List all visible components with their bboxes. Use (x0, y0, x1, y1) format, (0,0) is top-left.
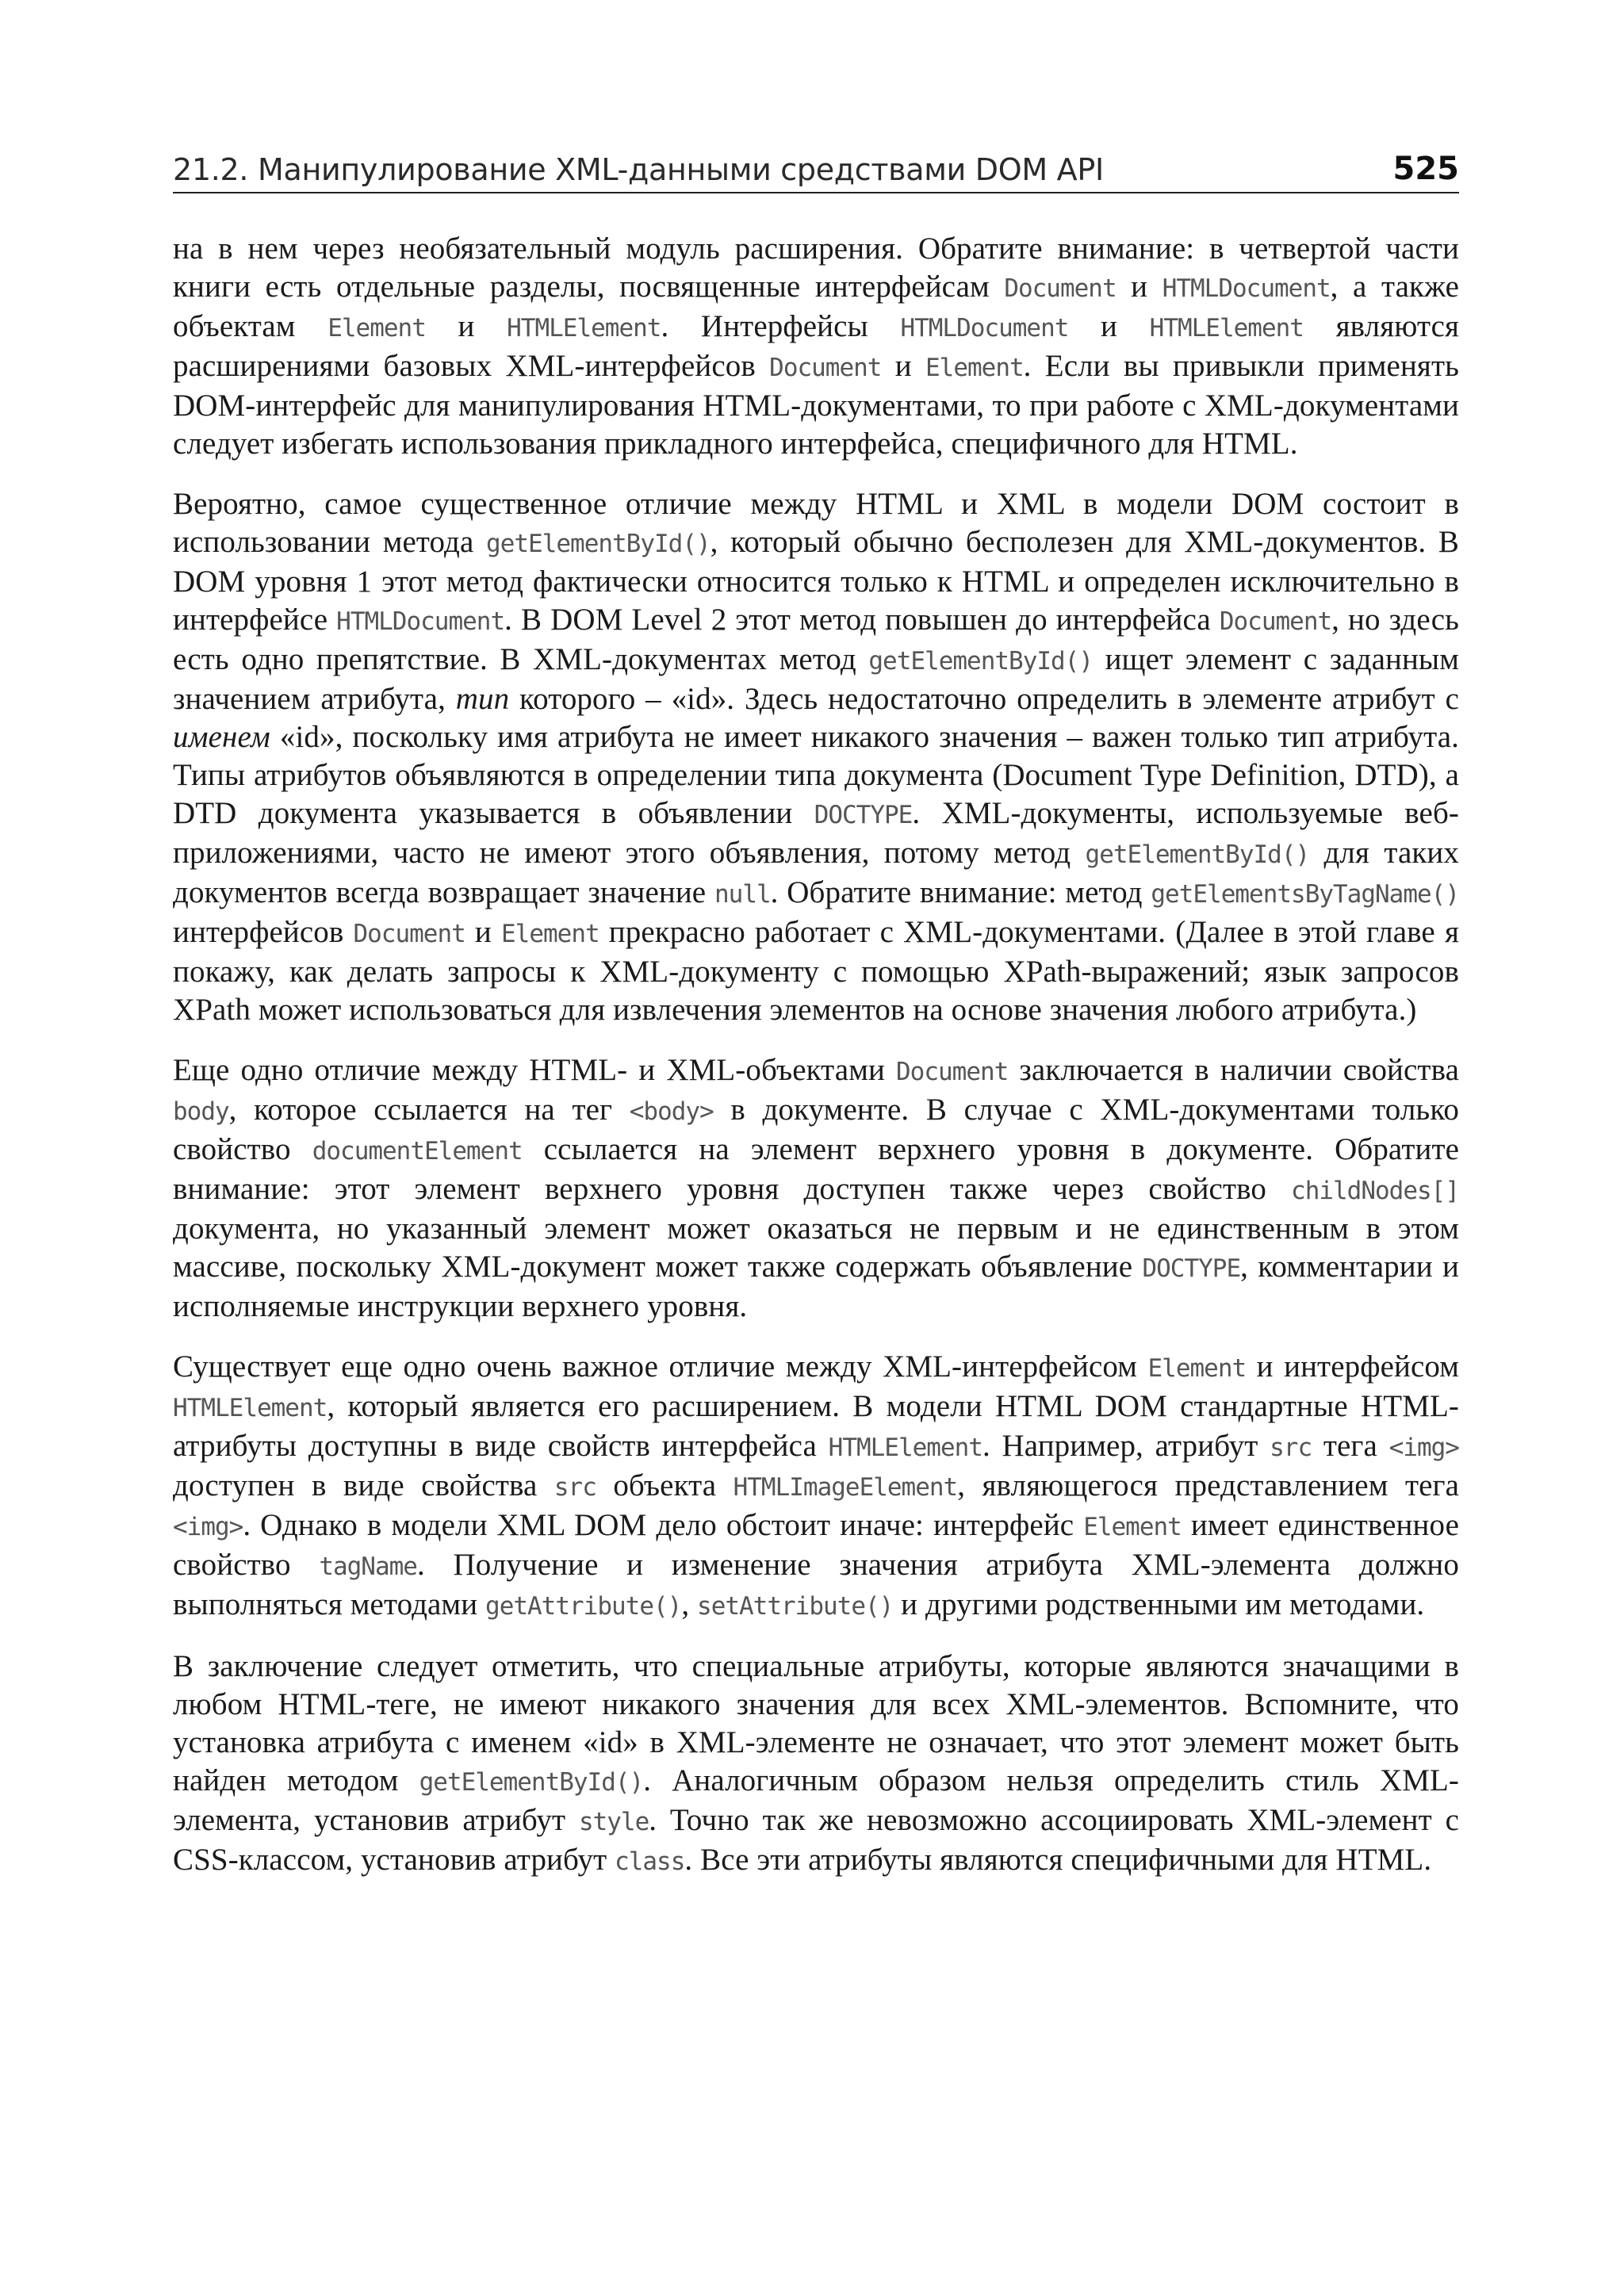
inline-code: setAttribute() (697, 1592, 894, 1621)
page-body (173, 230, 1459, 1881)
inline-code: getAttribute() (485, 1592, 682, 1621)
inline-code: Document (1004, 274, 1116, 303)
inline-code: getElementById() (419, 1768, 644, 1797)
inline-code: documentElement (312, 1137, 523, 1166)
inline-code: HTMLDocument (900, 314, 1069, 343)
inline-code: HTMLImageElement (733, 1473, 958, 1502)
inline-code: <img> (173, 1513, 243, 1541)
inline-code: getElementById() (1085, 840, 1310, 869)
inline-code: Document (896, 1058, 1009, 1086)
inline-code: Document (353, 920, 465, 948)
inline-code: Element (501, 920, 599, 948)
inline-code: <body> (629, 1097, 714, 1126)
running-head: 21.2. Манипулирование XML-данными средствами DOM API (173, 152, 1104, 187)
inline-code: DOCTYPE (1142, 1254, 1241, 1283)
paragraph-4: Существует еще одно очень важное отличие между XML-интерфейсом Element и интерфейсом HTMLElement, который является его расширением. В модели HTML DOM стандартные HTML-атрибуты доступны в виде свойств интерфейса HTMLElement. Например, атрибут src тега <img> доступен в виде свойства src объекта HTMLImageElement, являющегося представлением тега <img>. Однако в модели XML DOM дело обстоит иначе: интерфейс Element имеет единственное свойство tagName. Получение и изменение значения атрибута XML-элемента должно выполняться методами getAttribute(), setAttribute() и другими родственными им методами. (173, 1349, 1459, 1621)
inline-code: getElementById() (868, 647, 1094, 676)
inline-code: getElementById() (486, 530, 710, 558)
inline-code: HTMLDocument (1162, 274, 1331, 303)
inline-code: Element (1147, 1354, 1247, 1383)
paragraph-2: Вероятно, самое существенное отличие между HTML и XML в модели DOM состоит в использовании метода getElementById(), который обычно бесполезен для XML-документов. В DOM уровня 1 этот метод фактически относится только к HTML и определен исключительно в интерфейсе HTMLDocument. В DOM Level 2 этот метод повышен до интерфейса Document, но здесь есть одно препятствие. В XML-документах метод getElementById() ищет элемент с заданным значением атрибута, тип которого – «id». Здесь недостаточно определить в элементе атрибут с именем «id», поскольку имя атрибута не имеет никакого значения – важен только тип атрибута. Типы атрибутов объявляются в определении типа документа (Document Type Definition, DTD), а DTD документа указывается в объявлении DOCTYPE. XML-документы, используемые веб-приложениями, часто не имеют этого объявления, потому метод getElementById() для таких документов всегда возвращает значение null. Обратите внимание: метод getElementsByTagName() интерфейсов Document и Element прекрасно работает с XML-документами. (Далее в этой главе я покажу, как делать запросы к XML-документу с помощью XPath-выражений; язык запросов XPath может использоваться для извлечения элементов на основе значения любого атрибута.) (173, 487, 1460, 1027)
inline-code: HTMLElement (507, 314, 661, 343)
inline-code: style (578, 1808, 649, 1836)
inline-code: HTMLDocument (336, 607, 505, 636)
inline-code: body (173, 1097, 229, 1126)
paragraph-5: В заключение следует отметить, что специальные атрибуты, которые являются значащими в любом HTML-теге, не имеют никакого значения для всех XML-элементов. Вспомните, что установка атрибута с именем «id» в XML-элементе не означает, что этот элемент может быть найден методом getElementById(). Аналогичным образом нельзя определить стиль XML-элемента, установив атрибут style. Точно так же невозможно ассоциировать XML-элемент с CSS-классом, установив атрибут class. Все эти атрибуты являются специфичными для HTML. (173, 1649, 1460, 1877)
inline-code: HTMLElement (828, 1434, 982, 1462)
inline-code: Document (1219, 607, 1332, 636)
inline-code: class (615, 1847, 685, 1876)
inline-code: HTMLElement (173, 1394, 327, 1422)
page-number: 525 (1392, 151, 1459, 187)
inline-code: Element (1083, 1513, 1182, 1541)
inline-code: getElementsByTagName() (1151, 880, 1459, 909)
paragraph-1: на в нем через необязательный модуль расширения. Обратите внимание: в четвертой части книги есть отдельные разделы, посвященные интерфейсам Document и HTMLDocument, а также объектам Element и HTMLElement. Интерфейсы HTMLDocument и HTMLElement являются расширениями базовых XML-интерфейсов Document и Element. Если вы привыкли применять DOM-интерфейс для манипулирования HTML-документами, то при работе с XML-документами следует избегать использования прикладного интерфейса, специфичного для HTML. (173, 232, 1460, 461)
inline-code: Document (769, 354, 882, 382)
inline-code: DOCTYPE (814, 801, 913, 829)
inline-code: tagName (319, 1552, 417, 1581)
inline-code: src (1270, 1434, 1312, 1462)
book-page (173, 143, 1459, 1903)
inline-code: Element (327, 314, 426, 343)
inline-code: src (553, 1473, 596, 1502)
emphasis-text: именем (173, 720, 270, 754)
inline-code: <img> (1388, 1434, 1459, 1462)
paragraph-3: Еще одно отличие между HTML- и XML-объектами Document заключается в наличии свойства body, которое ссылается на тег <body> в документе. В случае с XML-документами только свойство documentElement ссылается на элемент верхнего уровня в документе. Обратите внимание: этот элемент верхнего уровня доступен также через свойство childNodes[] документа, но указанный элемент может оказаться не первым и не единственным в этом массиве, поскольку XML-документ может также содержать объявление DOCTYPE, комментарии и исполняемые инструкции верхнего уровня. (173, 1053, 1459, 1323)
inline-code: childNodes[] (1291, 1177, 1459, 1205)
inline-code: null (714, 880, 771, 909)
emphasis-text: тип (455, 682, 510, 716)
page-header (173, 143, 1459, 193)
inline-code: HTMLElement (1149, 314, 1304, 343)
inline-code: Element (925, 354, 1024, 382)
